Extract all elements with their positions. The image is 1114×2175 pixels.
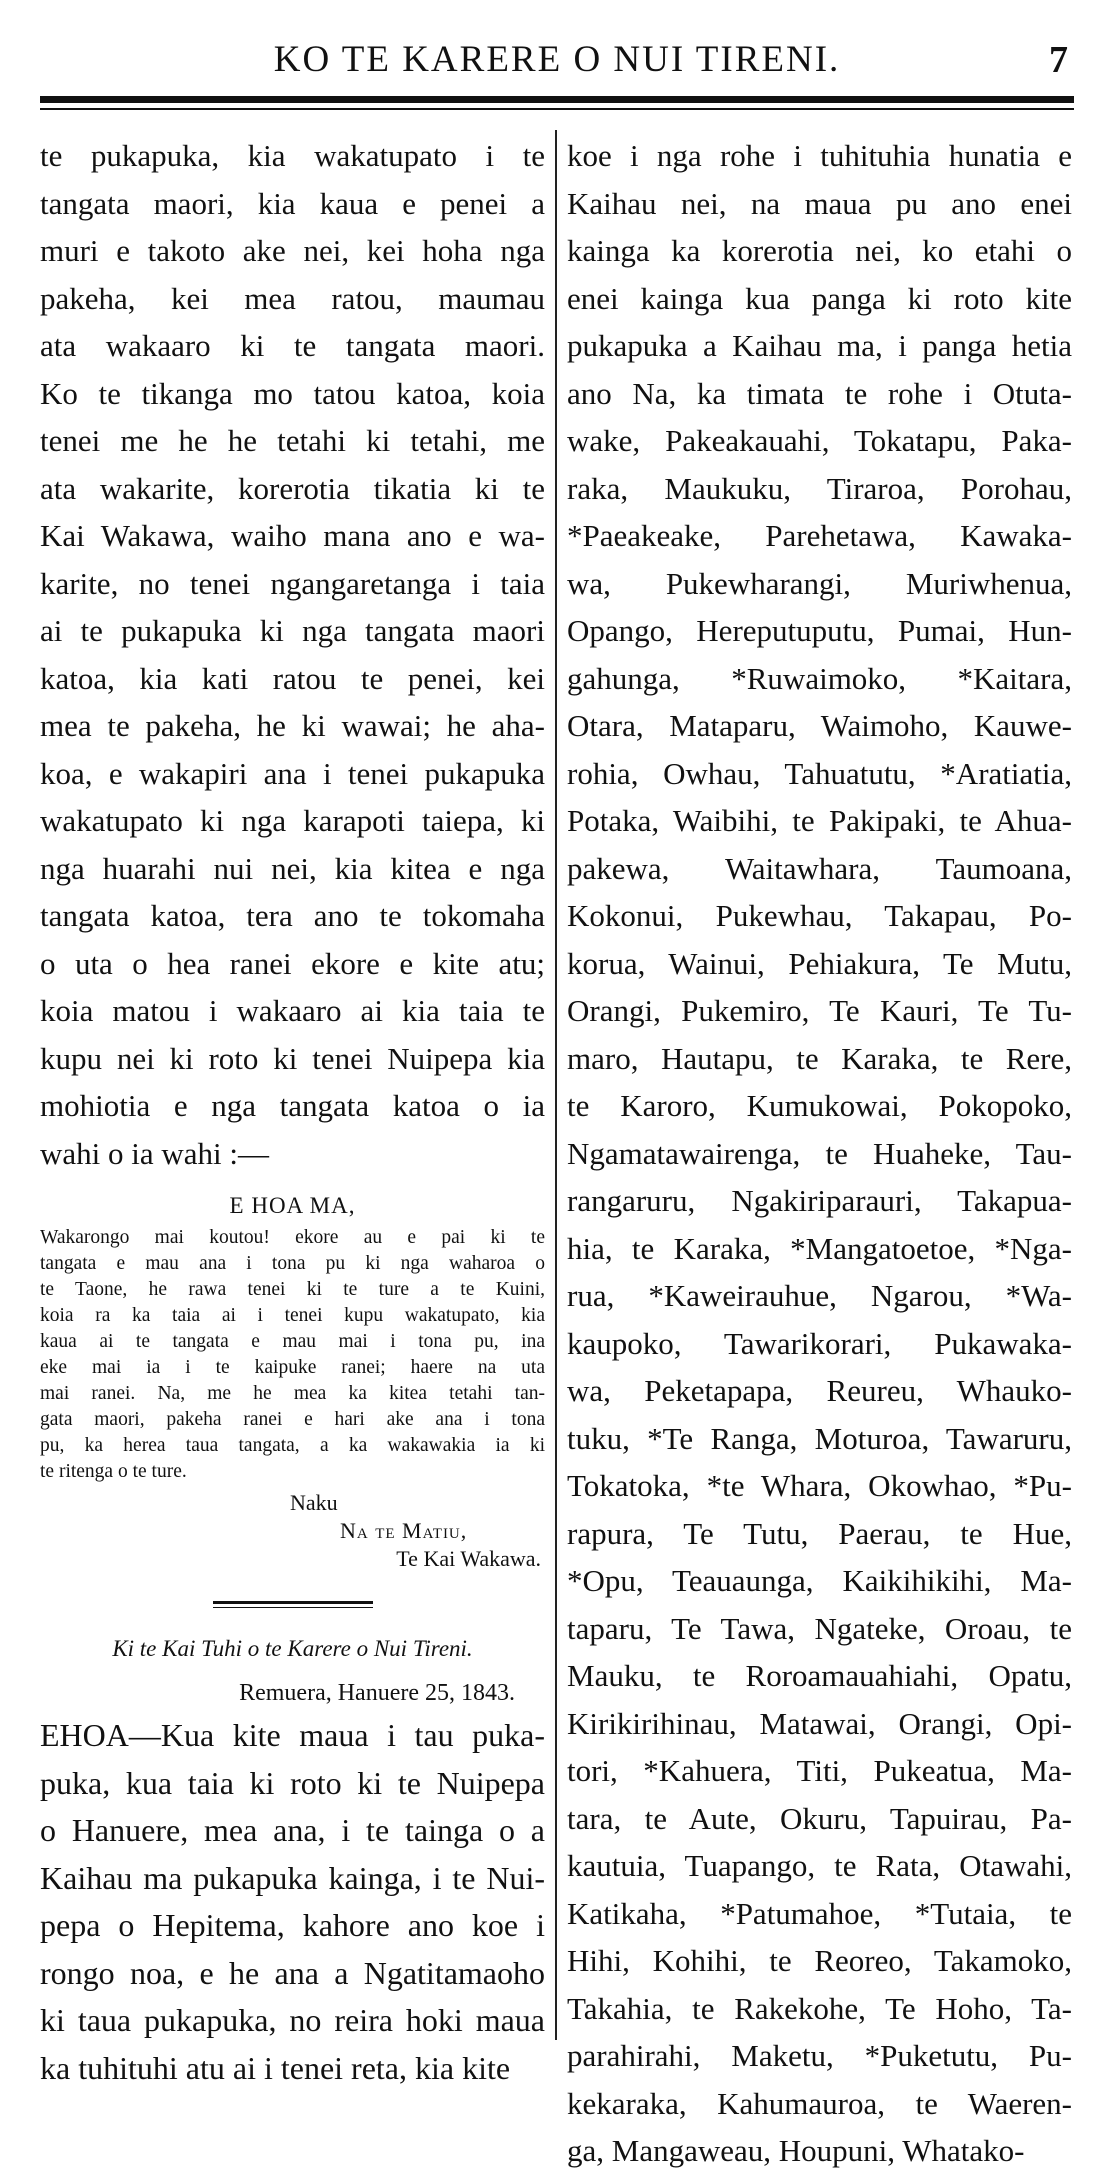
text-line: mea te pakeha, he ki wawai; he aha- — [40, 708, 545, 743]
text-line: pepa o Hepitema, kahore ano koe i — [40, 1907, 545, 1943]
text-line: Opango, Hereputuputu, Pumai, Hun- — [567, 613, 1072, 648]
text-line: Tokatoka, *te Whara, Okowhao, *Pu- — [567, 1468, 1072, 1503]
text-line: Ko te tikanga mo tatou katoa, koia — [40, 375, 545, 411]
text-line: tangata katoa, tera ano te tokomaha — [40, 898, 545, 933]
text-line: parahirahi, Maketu, *Puketutu, Pu- — [567, 2038, 1072, 2073]
text-line: koe i nga rohe i tuhituhia hunatia e — [567, 138, 1072, 173]
text-line: tangata maori, kia kaua e penei a — [40, 185, 545, 221]
text-line: wa, Peketapapa, Reureu, Whauko- — [567, 1373, 1072, 1408]
text-line: Orangi, Pukemiro, Te Kauri, Te Tu- — [567, 993, 1072, 1028]
text-line: kaua ai te tangata e mau mai i tona pu, ina — [40, 1331, 545, 1352]
text-line: pu, ka herea taua tangata, a ka wakawakia ia ki — [40, 1435, 545, 1456]
text-line: wa, Pukewharangi, Muriwhenua, — [567, 565, 1072, 601]
page-header — [40, 38, 1074, 88]
header-rule-thin — [40, 108, 1074, 110]
newspaper-title: KO TE KARERE O NUI TIRENI. — [273, 39, 841, 80]
text-line: Kirikirihinau, Matawai, Orangi, Opi- — [567, 1705, 1072, 1741]
text-line: taparu, Te Tawa, Ngateke, Oroau, te — [567, 1610, 1072, 1646]
left-paragraph — [40, 132, 545, 1177]
text-line: tara, te Aute, Okuru, Tapuirau, Pa- — [567, 1800, 1072, 1836]
text-line: EHOA—Kua kite maua i tau puka- — [40, 1717, 545, 1753]
text-line: wahi o ia wahi :— — [40, 1135, 270, 1171]
text-line: koa, e wakapiri ana i tenei pukapuka — [40, 755, 545, 791]
text-line: ata wakaaro ki te tangata maori. — [40, 328, 545, 363]
text-line: rapura, Te Tutu, Paerau, te Hue, — [567, 1515, 1072, 1551]
text-line: te pukapuka, kia wakatupato i te — [40, 138, 545, 173]
section-separator-thin — [213, 1607, 373, 1608]
text-line: nga huarahi nui nei, kia kitea e nga — [40, 850, 545, 886]
text-line: Kaihau ma pukapuka kainga, i te Nui- — [40, 1859, 545, 1896]
text-line: ka tuhituhi atu ai i tenei reta, kia kite — [40, 2049, 511, 2086]
dateline: Remuera, Hanuere 25, 1843. — [239, 1680, 515, 1706]
text-line: Kai Wakawa, waiho mana ano e wa- — [40, 518, 545, 553]
text-line: Takahia, te Rakekohe, Te Hoho, Ta- — [567, 1990, 1072, 2026]
text-line: karite, no tenei ngangaretanga i taia — [40, 565, 545, 601]
text-line: ga, Mangaweau, Houpuni, Whatako- — [567, 2133, 1025, 2168]
page-number: 7 — [1049, 39, 1068, 81]
editor-heading: Ki te Kai Tuhi o te Karere o Nui Tireni. — [112, 1636, 473, 1661]
letter-body — [40, 1225, 545, 1485]
text-line: rohia, Owhau, Tahuatutu, *Aratiatia, — [567, 755, 1072, 791]
text-line: mai ranei. Na, me he mea ka kitea tetahi tan- — [40, 1383, 545, 1404]
text-line: pukapuka a Kaihau ma, i panga hetia — [567, 328, 1072, 363]
text-line: ata wakarite, korerotia tikatia ki te — [40, 470, 545, 506]
text-line: tangata e mau ana i tona pu ki nga waharoa o — [40, 1253, 545, 1274]
text-line: *Opu, Teauaunga, Kaikihikihi, Ma- — [567, 1563, 1072, 1598]
text-line: o uta o hea ranei ekore e kite atu; — [40, 945, 545, 981]
text-line: gata maori, pakeha ranei e hari ake ana i tona — [40, 1409, 545, 1430]
text-line: Otara, Mataparu, Waimoho, Kauwe- — [567, 708, 1072, 743]
text-line: koia ra ka taia ai i tenei kupu wakatupato, kia — [40, 1305, 545, 1326]
text-line: Kaihau nei, na maua pu ano enei — [567, 185, 1072, 221]
text-line: te ritenga o te ture. — [40, 1461, 187, 1482]
right-paragraph — [567, 132, 1072, 2175]
text-line: wake, Pakeakauahi, Tokatapu, Paka- — [567, 423, 1072, 458]
text-line: tori, *Kahuera, Titi, Pukeatua, Ma- — [567, 1753, 1072, 1788]
text-line: Potaka, Waibihi, te Pakipaki, te Ahua- — [567, 803, 1072, 838]
letter-to-editor-body — [40, 1712, 545, 2092]
text-line: *Paeakeake, Parehetawa, Kawaka- — [567, 518, 1072, 553]
text-line: muri e takoto ake nei, kei hoha nga — [40, 233, 545, 268]
text-line: rongo noa, e he ana a Ngatitamaoho — [40, 1954, 545, 1991]
text-line: korua, Wainui, Pehiakura, Te Mutu, — [567, 945, 1072, 981]
text-line: kekaraka, Kahumauroa, te Waeren- — [567, 2085, 1072, 2121]
signature-title: Te Kai Wakawa. — [396, 1546, 541, 1571]
text-line: rua, *Kaweirauhue, Ngarou, *Wa- — [567, 1278, 1072, 1313]
text-line: te Karoro, Kumukowai, Pokopoko, — [567, 1088, 1072, 1123]
right-column — [567, 132, 1072, 2175]
header-rule — [40, 96, 1074, 103]
text-line: Ngamatawairenga, te Huaheke, Tau- — [567, 1135, 1072, 1171]
text-line: ki taua pukapuka, no reira hoki maua — [40, 2002, 545, 2038]
text-line: puka, kua taia ki roto ki te Nuipepa — [40, 1764, 545, 1801]
column-divider — [555, 130, 557, 2040]
text-line: katoa, kia kati ratou te penei, kei — [40, 660, 545, 696]
text-line: ano Na, ka timata te rohe i Otuta- — [567, 375, 1072, 411]
text-line: o Hanuere, mea ana, i te tainga o a — [40, 1812, 545, 1848]
text-line: Katikaha, *Patumahoe, *Tutaia, te — [567, 1895, 1072, 1931]
text-line: enei kainga kua panga ki roto kite — [567, 280, 1072, 316]
text-line: rangaruru, Ngakiriparauri, Takapua- — [567, 1183, 1072, 1218]
text-line: maro, Hautapu, te Karaka, te Rere, — [567, 1040, 1072, 1076]
text-line: eke mai ia i te kaipuke ranei; haere na uta — [40, 1357, 545, 1378]
text-line: kaupoko, Tawarikorari, Pukawaka- — [567, 1325, 1072, 1361]
letter-heading: E HOA MA, — [229, 1193, 356, 1218]
text-line: hia, te Karaka, *Mangatoetoe, *Nga- — [567, 1230, 1072, 1266]
text-line: tuku, *Te Ranga, Moturoa, Tawaruru, — [567, 1420, 1072, 1456]
text-line: kainga ka korerotia nei, ko etahi o — [567, 233, 1072, 268]
text-line: ai te pukapuka ki nga tangata maori — [40, 613, 545, 648]
signature-naku: Naku — [290, 1490, 338, 1515]
signature-name: Na te Matiu, — [340, 1518, 468, 1543]
text-line: te Taone, he rawa tenei ki te ture a te Kuini, — [40, 1279, 545, 1300]
text-line: pakeha, kei mea ratou, maumau — [40, 280, 545, 316]
text-line: mohiotia e nga tangata katoa o ia — [40, 1088, 545, 1123]
text-line: tenei me he he tetahi ki tetahi, me — [40, 423, 545, 458]
text-line: Mauku, te Roroamauahiahi, Opatu, — [567, 1658, 1072, 1693]
left-column — [40, 132, 545, 2092]
text-line: wakatupato ki nga karapoti taiepa, ki — [40, 803, 545, 838]
text-line: Kokonui, Pukewhau, Takapau, Po- — [567, 898, 1072, 933]
section-separator — [213, 1601, 373, 1604]
text-line: kupu nei ki roto ki tenei Nuipepa kia — [40, 1040, 545, 1076]
text-line: raka, Maukuku, Tiraroa, Porohau, — [567, 470, 1072, 506]
text-line: pakewa, Waitawhara, Taumoana, — [567, 850, 1072, 886]
text-line: Hihi, Kohihi, te Reoreo, Takamoko, — [567, 1943, 1072, 1978]
text-line: gahunga, *Ruwaimoko, *Kaitara, — [567, 660, 1072, 696]
text-line: koia matou i wakaaro ai kia taia te — [40, 993, 545, 1028]
text-line: kautuia, Tuapango, te Rata, Otawahi, — [567, 1848, 1072, 1883]
text-line: Wakarongo mai koutou! ekore au e pai ki te — [40, 1227, 545, 1248]
